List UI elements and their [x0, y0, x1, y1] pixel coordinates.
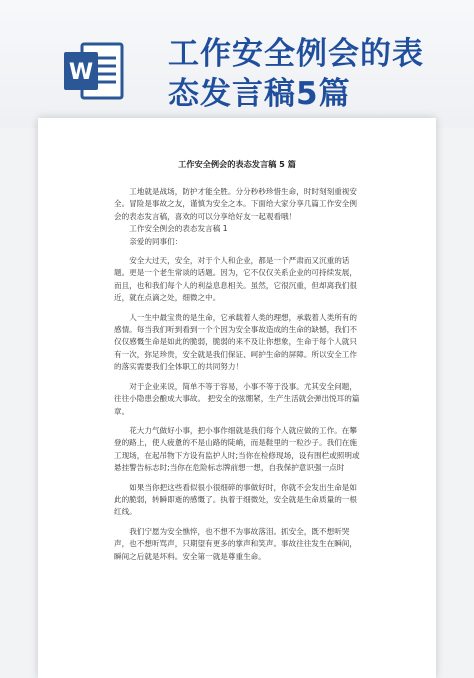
body-paragraph: 如果当你把这些看似很小很细碎的事做好时，你就不会发出生命是如此的脆弱，转瞬即逝的感慨了。执着于细微处，安全就是生命质量的一根红线。 — [114, 482, 357, 517]
body-paragraph: 人一生中最宝贵的是生命，它承载着人类的理想，承载着人类所有的感情。每当我们听到看到一个个因为安全事故造成的生命的缺憾，我们不仅仅感慨生命是如此的脆弱，脆弱的来不及让你想象，生命于每个人就只有一次，弥足珍贵，安全就是我们保证、呵护生命的屏障。所以安全工作的落实需要我们全体职工的共同努力！ — [114, 312, 357, 372]
document-title: 工作安全例会的表态发言稿 5 篇 — [178, 159, 296, 169]
word-document-icon — [60, 36, 130, 106]
intro-paragraph: 工地就是战场，防护才能全胜。分分秒秒珍惜生命，时时刻刻重视安全。冒险是事故之友，谨慎为安全之本。下面给大家分享几篇工作安全例会的表态发言稿，喜欢的可以分享给好友一起观看哦！ — [114, 187, 357, 221]
banner — [0, 0, 474, 128]
section-heading: 工作安全例会的表态发言稿 1 — [129, 224, 228, 234]
document-page — [38, 118, 436, 678]
body-paragraph: 对于企业来说，简单不等于容易，小事不等于没事。尤其安全问题，往往小隐患会酿成大事故。 把安全的弦绷紧，生产生活就会弹出悦耳的篇章。 — [114, 381, 360, 416]
page-title: 工作安全例会的表 态发言稿5篇 — [168, 36, 424, 112]
body-paragraph: 安全大过天，安全，对于个人和企业，都是一个严肃而又沉重的话题。更是一个老生常谈的话题。因为，它不仅仅关系企业的可持续发展，而且，也和我们每个人的利益息息相关。虽然，它很沉重，但却离我们很近，就在点滴之处，细微之中。 — [114, 256, 357, 303]
body-paragraph: 花大力气做好小事，把小事作细就是我们每个人就应做的工作。在攀登的路上，使人疲惫的不是山路的陡峭，而是鞋里的一粒沙子。我们在施工现场，在起吊物下方设有监护人时;当你在检修现场，设有围栏或照明或悬挂警告标志时;当你在危险标志牌前想一想，自我保护意识强一点时 — [114, 425, 360, 473]
word-icon-letter: W — [68, 60, 94, 85]
salutation: 亲爱的同事们： — [129, 236, 183, 246]
body-paragraph: 我们宁愿为安全憔悴，也不想不为事故落泪。抓安全，既不想听哭声，也不想听骂声，只期望有更多的掌声和笑声。事故往往发生在瞬间，瞬间之后就是坏料。安全第一就是尊重生命。 — [114, 526, 357, 561]
document-body — [114, 186, 364, 563]
